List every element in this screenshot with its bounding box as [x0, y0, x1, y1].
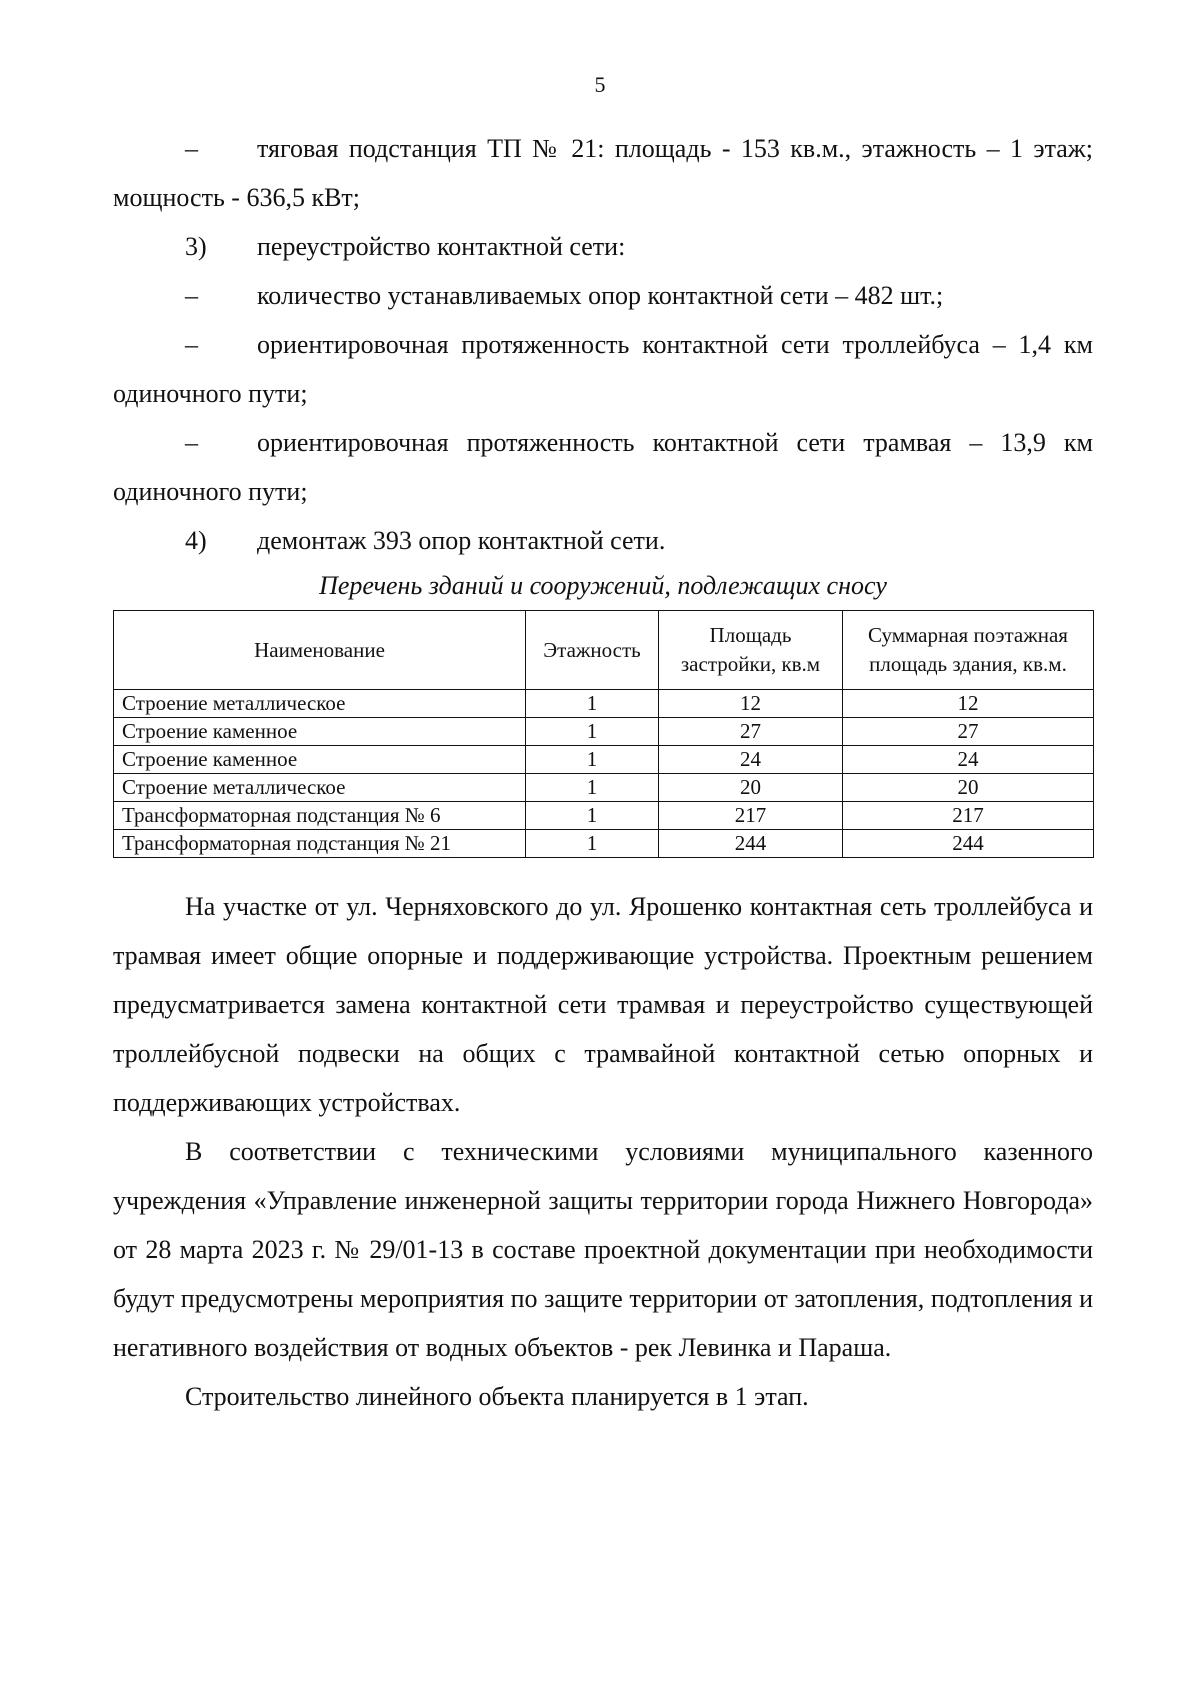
list-marker: 4)	[185, 526, 207, 555]
list-text: ориентировочная протяженность контактной сети троллейбуса – 1,4 км одиночного пути;	[113, 330, 1093, 408]
list-item	[113, 516, 1093, 565]
table-row	[114, 830, 1094, 858]
cell-name: Строение металлическое	[114, 774, 526, 802]
list-item	[113, 124, 1093, 222]
cell-total-area: 12	[843, 690, 1094, 718]
cell-floors: 1	[526, 802, 659, 830]
paragraph: На участке от ул. Черняховского до ул. Ярошенко контактная сеть троллейбуса и трамвая имеет общие опорные и поддерживающие устройства. Проектным решением предусматривается замена контактной сети трамвая и переустройство существующей троллейбусной подвески на общих с трамвайной контактной сетью опорных и поддерживающих устройствах.	[113, 892, 1093, 1117]
header-floors: Этажность	[526, 611, 659, 690]
list-marker: –	[185, 134, 198, 163]
cell-name: Строение металлическое	[114, 690, 526, 718]
cell-total-area: 27	[843, 718, 1094, 746]
page-number: 5	[594, 72, 606, 97]
header-name: Наименование	[114, 611, 526, 690]
table-row	[114, 718, 1094, 746]
list-text: ориентировочная протяженность контактной сети трамвая – 13,9 км одиночного пути;	[113, 428, 1093, 506]
table-caption: Перечень зданий и сооружений, подлежащих сносу	[319, 571, 887, 600]
list-text: количество устанавливаемых опор контактной сети – 482 шт.;	[257, 281, 944, 310]
table-row	[114, 774, 1094, 802]
cell-floors: 1	[526, 830, 659, 858]
cell-floors: 1	[526, 690, 659, 718]
cell-total-area: 217	[843, 802, 1094, 830]
cell-name: Строение каменное	[114, 718, 526, 746]
cell-name: Строение каменное	[114, 746, 526, 774]
list-text: демонтаж 393 опор контактной сети.	[257, 526, 666, 555]
cell-floors: 1	[526, 746, 659, 774]
list-marker: 3)	[185, 232, 207, 261]
cell-building-area: 24	[659, 746, 843, 774]
list-item	[113, 222, 1093, 271]
list-marker: –	[185, 281, 198, 310]
list-item	[113, 320, 1093, 418]
paragraph: Строительство линейного объекта планируется в 1 этап.	[185, 1382, 809, 1411]
cell-total-area: 24	[843, 746, 1094, 774]
cell-total-area: 244	[843, 830, 1094, 858]
list-text: переустройство контактной сети:	[257, 232, 626, 261]
list-marker: –	[185, 428, 198, 457]
cell-name: Трансформаторная подстанция № 6	[114, 802, 526, 830]
table-header-row	[114, 611, 1094, 690]
cell-building-area: 12	[659, 690, 843, 718]
list-item	[113, 271, 1093, 320]
document-body	[113, 124, 1093, 1421]
table-row	[114, 746, 1094, 774]
cell-floors: 1	[526, 718, 659, 746]
list-marker: –	[185, 330, 198, 359]
cell-name: Трансформаторная подстанция № 21	[114, 830, 526, 858]
cell-building-area: 244	[659, 830, 843, 858]
header-total-floor-area: Суммарная поэтажная площадь здания, кв.м.	[843, 611, 1094, 690]
table-row	[114, 690, 1094, 718]
demolition-table	[113, 610, 1094, 858]
table-row	[114, 802, 1094, 830]
cell-building-area: 217	[659, 802, 843, 830]
cell-total-area: 20	[843, 774, 1094, 802]
list-text: тяговая подстанция ТП № 21: площадь - 153 кв.м., этажность – 1 этаж; мощность - 636,5 кВт;	[113, 134, 1093, 212]
list-top	[113, 124, 1093, 565]
paragraph: В соответствии с техническими условиями муниципального казенного учреждения «Управление инженерной защиты территории города Нижнего Новгорода» от 28 марта 2023 г. № 29/01-13 в составе проектной документации при необходимости будут предусмотрены мероприятия по защите территории от затопления, подтопления и негативного воздействия от водных объектов - рек Левинка и Параша.	[113, 1137, 1093, 1362]
cell-building-area: 27	[659, 718, 843, 746]
cell-building-area: 20	[659, 774, 843, 802]
header-building-area: Площадь застройки, кв.м	[659, 611, 843, 690]
list-item	[113, 418, 1093, 516]
cell-floors: 1	[526, 774, 659, 802]
